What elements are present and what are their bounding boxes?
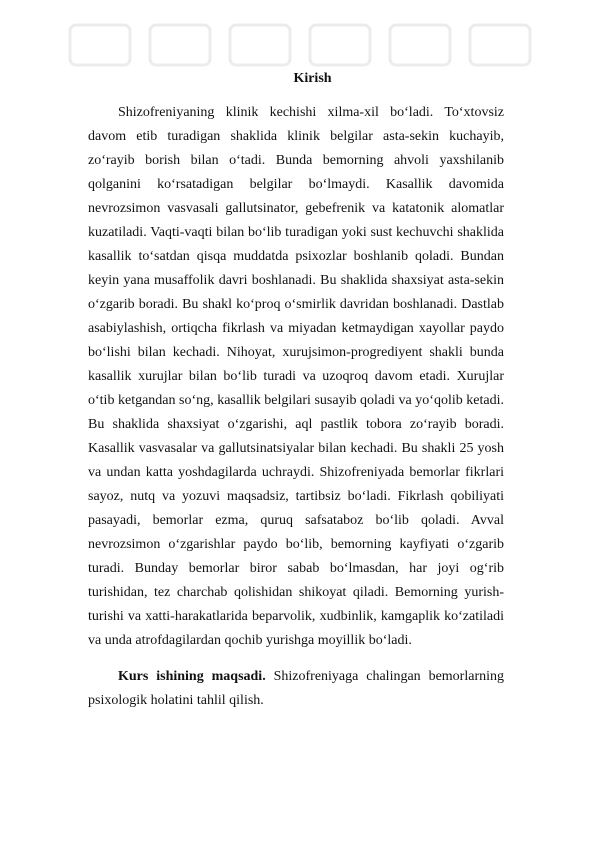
purpose-lead: Kurs ishining maqsadi.	[118, 669, 266, 684]
document-body	[88, 101, 504, 713]
purpose-text: Shizofreniyaga chalingan bemorlarning psixologik holatini tahlil qilish.	[88, 669, 504, 708]
body-paragraph: Shizofreniyaning klinik kechishi xilma-xil bo‘ladi. To‘xtovsiz davom etib turadigan shaklida klinik belgilar asta-sekin kuchayib, zo‘rayib borish bilan o‘tadi. Bunda bemorning ahvoli yaxshilanib qolganini ko‘rsatadigan belgilar bo‘lmaydi. Kasallik davomida nevrozsimon vasvasali gallutsinator, gebefrenik va katatonik alomatlar kuzatiladi. Vaqti-vaqti bilan bo‘lib turadigan yoki sust kechuvchi shaklida kasallik to‘satdan qisqa muddatda psixozlar boshlanib qoladi. Bundan keyin yana musaffolik davri boshlanadi. Bu shaklida shaxsiyat asta-sekin o‘zgarib boradi. Bu shakl ko‘proq o‘smirlik davridan boshlanadi. Dastlab asabiylashish, ortiqcha fikrlash va miyadan ketmaydigan xayollar paydo bo‘lishi bilan kechadi. Nihoyat, xurujsimon-progrediyent shakli bunda kasallik xurujlar bilan bo‘lib turadi va uzoqroq davom etadi. Xurujlar o‘tib ketgandan so‘ng, kasallik belgilari susayib qoladi va yo‘qolib ketadi. Bu shaklida shaxsiyat o‘zgarishi, aql pastlik tobora zo‘rayib boradi. Kasallik vasvasalar va gallutsinatsiyalar bilan kechadi. Bu shakli 25 yosh va undan katta yoshdagilarda uchraydi. Shizofreniyada bemorlar fikrlari sayoz, nutq va yozuvi maqsadsiz, tartibsiz bo‘ladi. Fikrlash qobiliyati pasayadi, bemorlar ezma, quruq safsataboz bo‘lib qoladi. Avval nevrozsimon o‘zgarishlar paydo bo‘lib, bemorning kayfiyati o‘zgarib turadi. Bunday bemorlar biror sabab bo‘lmasdan, har joyi og‘rib turishidan, tez charchab qolishidan shikoyat qiladi. Bemorning yurish-turishi va xatti-harakatlarida beparvolik, xudbinlik, kamgaplik ko‘zatiladi va unda atrofdagilardan qochib yurishga moyillik bo‘ladi.	[88, 105, 504, 648]
page-title: Kirish	[293, 71, 332, 86]
body-paragraph-purpose	[88, 665, 504, 713]
